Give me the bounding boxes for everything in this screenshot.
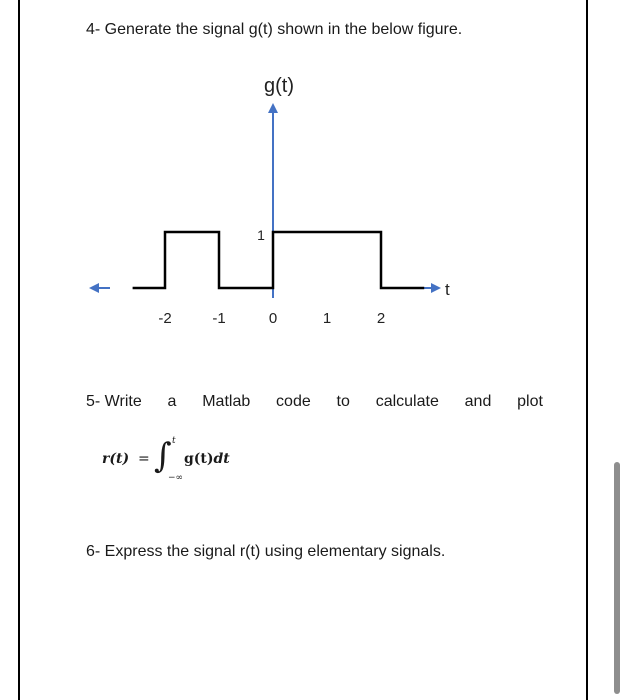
differential: dt bbox=[213, 451, 230, 467]
y-axis-label: g(t) bbox=[264, 75, 294, 97]
signal-figure bbox=[80, 62, 480, 342]
integral-sign: ∫ bbox=[154, 436, 172, 476]
q5-word: and bbox=[464, 393, 492, 410]
question-6: 6- Express the signal r(t) using elementary signals. bbox=[86, 543, 446, 560]
question-5 bbox=[86, 393, 543, 411]
signal-g-t-line bbox=[133, 232, 425, 288]
q5-word: 5- Write bbox=[86, 393, 142, 410]
x-tick-label: -1 bbox=[212, 310, 226, 327]
integral-upper-limit: t bbox=[172, 436, 176, 446]
x-tick-label: 0 bbox=[268, 310, 278, 327]
q5-word: calculate bbox=[375, 393, 439, 410]
integrand: g(t) bbox=[184, 451, 214, 467]
amplitude-label: 1 bbox=[257, 227, 265, 243]
formula-lhs: r(t) bbox=[102, 451, 130, 467]
q5-word: a bbox=[167, 393, 177, 410]
x-tick-label: -2 bbox=[158, 310, 172, 327]
formula-equals: = bbox=[138, 451, 150, 467]
x-tick-label: 2 bbox=[376, 310, 386, 327]
q5-word: plot bbox=[517, 393, 543, 410]
integral-lower-limit: −∞ bbox=[168, 473, 184, 483]
signal-chart bbox=[80, 62, 480, 342]
x-axis-label: t bbox=[445, 280, 450, 299]
q5-word: code bbox=[276, 393, 311, 410]
formula-integrand bbox=[184, 451, 230, 467]
scrollbar[interactable] bbox=[614, 462, 620, 694]
x-tick-label: 1 bbox=[322, 310, 332, 327]
q5-word: Matlab bbox=[202, 393, 251, 410]
integral-formula bbox=[102, 432, 342, 492]
q5-word: to bbox=[336, 393, 350, 410]
question-4: 4- Generate the signal g(t) shown in the below figure. bbox=[86, 21, 463, 38]
